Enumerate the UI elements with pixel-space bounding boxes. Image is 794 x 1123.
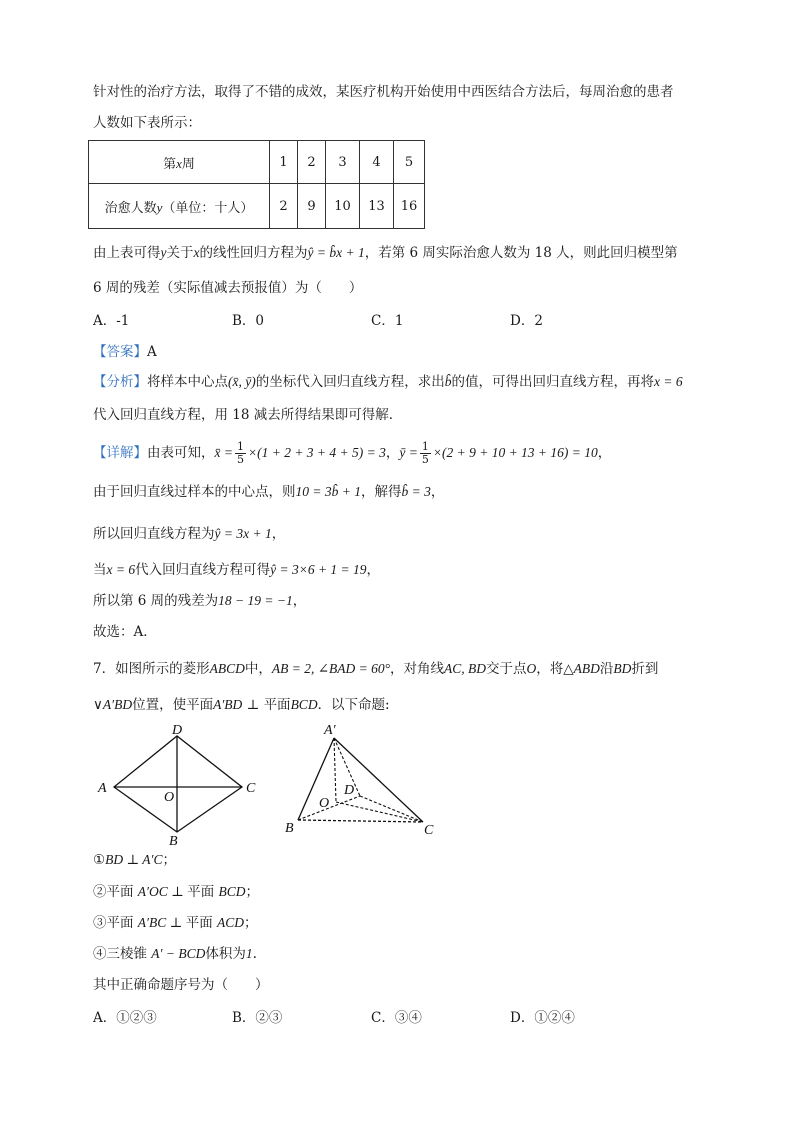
detail-line-3: 所以回归直线方程为ŷ = 3x + 1， <box>93 526 286 542</box>
option-b: B．②③ <box>232 1010 283 1026</box>
table-header-count: 治愈人数y（单位：十人） <box>89 184 270 229</box>
proposition-4: ④三棱锥 A′ − BCD体积为1. <box>93 946 257 962</box>
fraction: $\frac{1}{5}$ <box>421 440 429 466</box>
option-d: D．2 <box>510 313 543 329</box>
q6-options <box>93 311 543 331</box>
intro-line-1: 针对性的治疗方法，取得了不错的成效，某医疗机构开始使用中西医结合方法后，每周治愈的患者 <box>93 84 674 100</box>
table-cell: 2 <box>270 184 298 229</box>
table-cell: 3 <box>326 141 360 184</box>
detail-tag: 【详解】 <box>93 445 147 461</box>
option-c: C．③④ <box>371 1010 422 1026</box>
detail-line-6: 故选：A． <box>93 624 157 640</box>
label-d: D <box>172 723 183 738</box>
table-cell: 16 <box>394 184 425 229</box>
q6-line-1: 由上表可得y关于x的线性回归方程为ŷ = b̂x + 1，若第 6 周实际治愈人数为 18 人，则此回归模型第 <box>93 245 678 261</box>
q7-line-2: ∨A′BD位置，使平面A′BD ⊥ 平面BCD．以下命题: <box>93 697 390 713</box>
label-b: B <box>285 821 294 836</box>
option-a: A．-1 <box>93 313 130 329</box>
table-cell: 9 <box>298 184 326 229</box>
table-row <box>89 184 425 229</box>
rhombus-figure <box>97 723 256 847</box>
option-a: A．①②③ <box>93 1010 157 1026</box>
table-cell: 10 <box>326 184 360 229</box>
table-cell: 2 <box>298 141 326 184</box>
fraction: $\frac{1}{5}$ <box>236 440 244 466</box>
detail-line-1: 【详解】由表可知，x̄ = $\frac{1}{5}$ ×(1 + 2 + 3 + 4 + 5) = 3，ȳ = $\frac{1}{5}$ ×(2 + 9 + 10 + 13 + 16) = 10， <box>93 440 612 466</box>
label-a: A <box>98 781 107 796</box>
label-a-prime: A′ <box>324 723 336 738</box>
detail-line-5: 所以第 6 周的残差为18 − 19 = −1， <box>93 593 307 609</box>
option-c: C．1 <box>371 313 404 329</box>
proposition-2: ②平面 A′OC ⊥ 平面 BCD； <box>93 884 259 900</box>
q7-options <box>93 1008 575 1028</box>
q7-ask: 其中正确命题序号为（ ） <box>93 977 269 993</box>
data-table <box>88 140 425 229</box>
detail-line-4: 当x = 6代入回归直线方程可得ŷ = 3×6 + 1 = 19， <box>93 562 381 578</box>
analysis-tag: 【分析】 <box>93 374 147 390</box>
detail-line-2: 由于回归直线过样本的中心点，则10 = 3b̂ + 1，解得b̂ = 3， <box>93 484 445 500</box>
label-b: B <box>169 834 178 847</box>
table-cell: 1 <box>270 141 298 184</box>
label-o: O <box>319 796 330 811</box>
label-c: C <box>246 781 256 796</box>
option-d: D．①②④ <box>510 1010 575 1026</box>
table-cell: 13 <box>360 184 394 229</box>
label-c: C <box>424 823 434 838</box>
table-row <box>89 141 425 184</box>
answer-tag: 【答案】 <box>93 344 147 360</box>
label-d: D <box>344 783 355 798</box>
proposition-1: ①BD ⊥ A′C； <box>93 852 177 868</box>
tetrahedron-figure <box>285 723 434 838</box>
geometry-figures <box>90 722 450 847</box>
table-cell: 4 <box>360 141 394 184</box>
intro-line-2: 人数如下表所示： <box>93 115 201 131</box>
q6-line-2: 6 周的残差（实际值减去预报值）为（ ） <box>93 280 363 296</box>
table-header-week: 第x周 <box>89 141 270 184</box>
q7-line-1: 7．如图所示的菱形ABCD中，AB = 2, ∠BAD = 60°，对角线AC, BD交于点O，将△ABD沿BD折到 <box>93 661 659 677</box>
option-b: B．0 <box>232 313 265 329</box>
analysis-line-1: 【分析】将样本中心点(x̄, ȳ)的坐标代入回归直线方程，求出b̂的值，可得出回归直线方程，再将x = 6 <box>93 374 683 390</box>
proposition-3: ③平面 A′BC ⊥ 平面 ACD； <box>93 915 258 931</box>
answer-line: 【答案】A <box>93 344 157 360</box>
analysis-line-2: 代入回归直线方程，用 18 减去所得结果即可得解． <box>93 407 403 423</box>
table-cell: 5 <box>394 141 425 184</box>
label-o: O <box>164 790 175 805</box>
